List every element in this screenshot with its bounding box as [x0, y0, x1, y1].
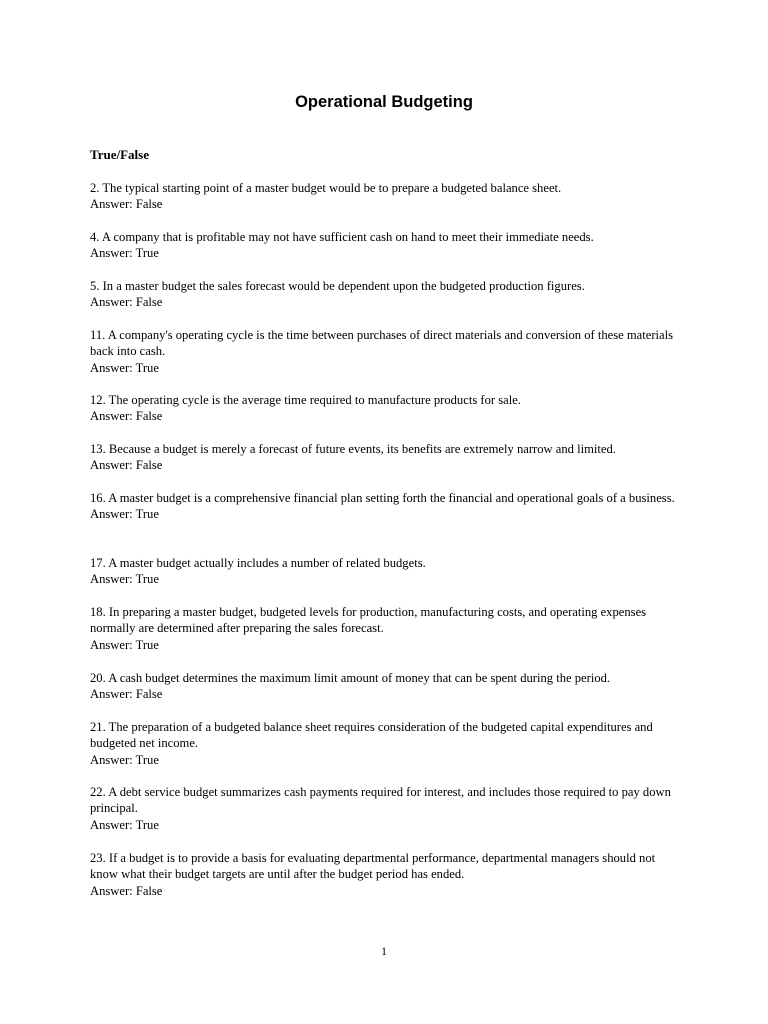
question-item — [90, 670, 682, 703]
question-text: 5. In a master budget the sales forecast would be dependent upon the budgeted production figures. — [90, 279, 585, 293]
question-text: 4. A company that is profitable may not have sufficient cash on hand to meet their immediate needs. — [90, 230, 594, 244]
question-answer: Answer: True — [90, 360, 159, 375]
section-heading: True/False — [90, 147, 149, 162]
question-text: 13. Because a budget is merely a forecast of future events, its benefits are extremely narrow and limited. — [90, 442, 616, 456]
question-answer: Answer: True — [90, 572, 159, 587]
question-answer: Answer: False — [90, 295, 163, 310]
question-item — [90, 229, 682, 262]
question-item — [90, 180, 682, 213]
question-answer: Answer: True — [90, 246, 159, 261]
question-text: 23. If a budget is to provide a basis for evaluating departmental performance, departmental managers should not know what their budget targets are until after the budget period has ended. — [90, 851, 656, 882]
question-item — [90, 392, 682, 425]
question-text: 22. A debt service budget summarizes cash payments required for interest, and includes those required to pay down principal. — [90, 785, 671, 816]
question-item — [90, 441, 682, 474]
question-item — [90, 555, 682, 588]
question-text: 17. A master budget actually includes a number of related budgets. — [90, 556, 426, 570]
question-text: 16. A master budget is a comprehensive financial plan setting forth the financial and operational goals of a business. — [90, 491, 675, 505]
question-text: 11. A company's operating cycle is the time between purchases of direct materials and conversion of these materials back into cash. — [90, 328, 674, 359]
question-item — [90, 278, 682, 311]
question-item — [90, 604, 682, 653]
question-item — [90, 719, 682, 768]
question-answer: Answer: False — [90, 409, 163, 424]
question-answer: Answer: False — [90, 197, 163, 212]
question-item — [90, 327, 682, 376]
question-item — [90, 784, 682, 833]
page-number: 1 — [381, 946, 387, 958]
question-answer: Answer: False — [90, 458, 163, 473]
question-text: 12. The operating cycle is the average time required to manufacture products for sale. — [90, 393, 521, 407]
question-answer: Answer: True — [90, 507, 159, 522]
question-item — [90, 490, 682, 523]
question-answer: Answer: True — [90, 752, 159, 767]
question-text: 2. The typical starting point of a master budget would be to prepare a budgeted balance sheet. — [90, 181, 562, 195]
question-text: 21. The preparation of a budgeted balance sheet requires consideration of the budgeted capital expenditures and budgeted net income. — [90, 720, 653, 751]
question-text: 18. In preparing a master budget, budgeted levels for production, manufacturing costs, and operating expenses normally are determined after preparing the sales forecast. — [90, 605, 647, 636]
question-answer: Answer: False — [90, 883, 163, 898]
page-title: Operational Budgeting — [295, 93, 473, 111]
question-item — [90, 850, 682, 899]
question-text: 20. A cash budget determines the maximum limit amount of money that can be spent during the period. — [90, 671, 611, 685]
question-answer: Answer: False — [90, 687, 163, 702]
question-answer: Answer: True — [90, 817, 159, 832]
question-answer: Answer: True — [90, 637, 159, 652]
